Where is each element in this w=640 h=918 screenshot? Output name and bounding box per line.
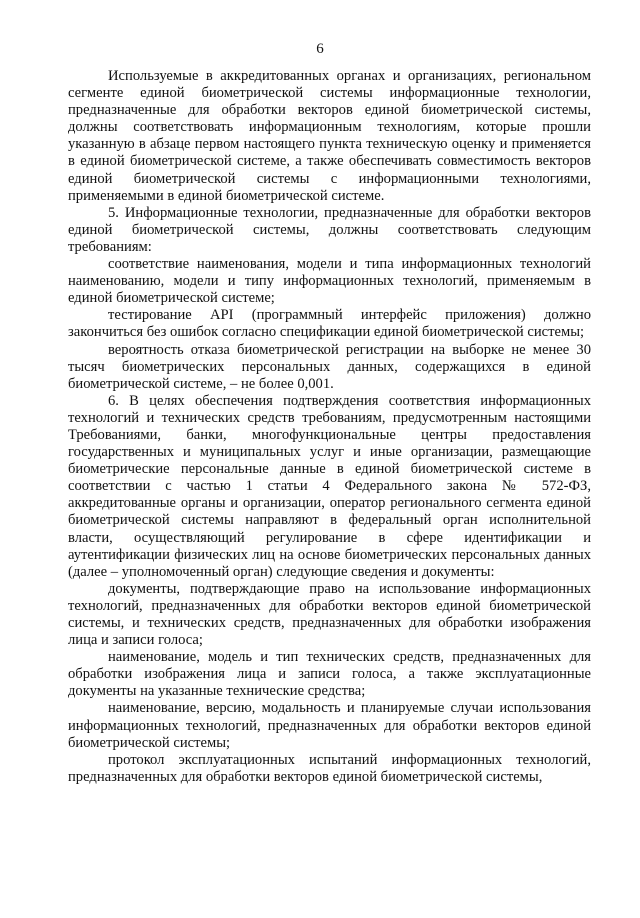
page-number: 6 [316, 41, 324, 57]
paragraph-failure-probability: вероятность отказа биометрической регистрации на выборке не менее 30 тысяч биометрических персональных данных, содержащихся в единой биометрической системе, – не более 0,001. [68, 341, 591, 392]
paragraph-rights-documents: документы, подтверждающие право на использование информационных технологий, предназначенных для обработки векторов единой биометрической системы, и технических средств, предназначенных для обработки изображения лица и записи голоса; [68, 580, 591, 649]
paragraph-api-testing: тестирование API (программный интерфейс приложения) должно закончиться без ошибок согласно спецификации единой биометрической системы; [68, 307, 591, 341]
paragraph-item-6: 6. В целях обеспечения подтверждения соответствия информационных технологий и технических средств требованиям, предусмотренным настоящими Требованиями, банки, многофункциональные центры предоставления государственных и муниципальных услуг и иные организации, размещающие биометрические персональные данные в единой биометрической системе в соответствии с частью 1 статьи 4 Федерального закона № 572-ФЗ, аккредитованные органы и организации, оператор регионального сегмента единой биометрической системы направляют в федеральный орган исполнительной власти, осуществляющий регулирование в сфере идентификации и аутентификации физических лиц на основе биометрических персональных данных (далее – уполномоченный орган) следующие сведения и документы: [68, 392, 591, 580]
paragraph-naming-conformity: соответствие наименования, модели и типа информационных технологий наименованию, модели и типу информационных технологий, применяемым в единой биометрической системе; [68, 256, 591, 307]
document-body [68, 68, 591, 786]
paragraph-test-protocol: протокол эксплуатационных испытаний информационных технологий, предназначенных для обработки векторов единой биометрической системы, [68, 751, 591, 785]
paragraph-compatibility-requirement: Используемые в аккредитованных органах и организациях, региональном сегменте единой биометрической системы информационные технологии, предназначенные для обработки векторов единой биометрической системы, должны соответствовать информационным технологиям, которые прошли указанную в абзаце первом настоящего пункта техническую оценку и применяется в единой биометрической системе, а также обеспечивать совместимость векторов единой биометрической системы с информационными технологиями, применяемыми в единой биометрической системе. [68, 68, 591, 204]
paragraph-version-modality: наименование, версию, модальность и планируемые случаи использования информационных технологий, предназначенных для обработки векторов единой биометрической системы; [68, 700, 591, 751]
paragraph-item-5: 5. Информационные технологии, предназначенные для обработки векторов единой биометрической системы, должны соответствовать следующим требованиям: [68, 204, 591, 255]
paragraph-technical-means: наименование, модель и тип технических средств, предназначенных для обработки изображения лица и записи голоса, а также эксплуатационные документы на указанные технические средства; [68, 649, 591, 700]
